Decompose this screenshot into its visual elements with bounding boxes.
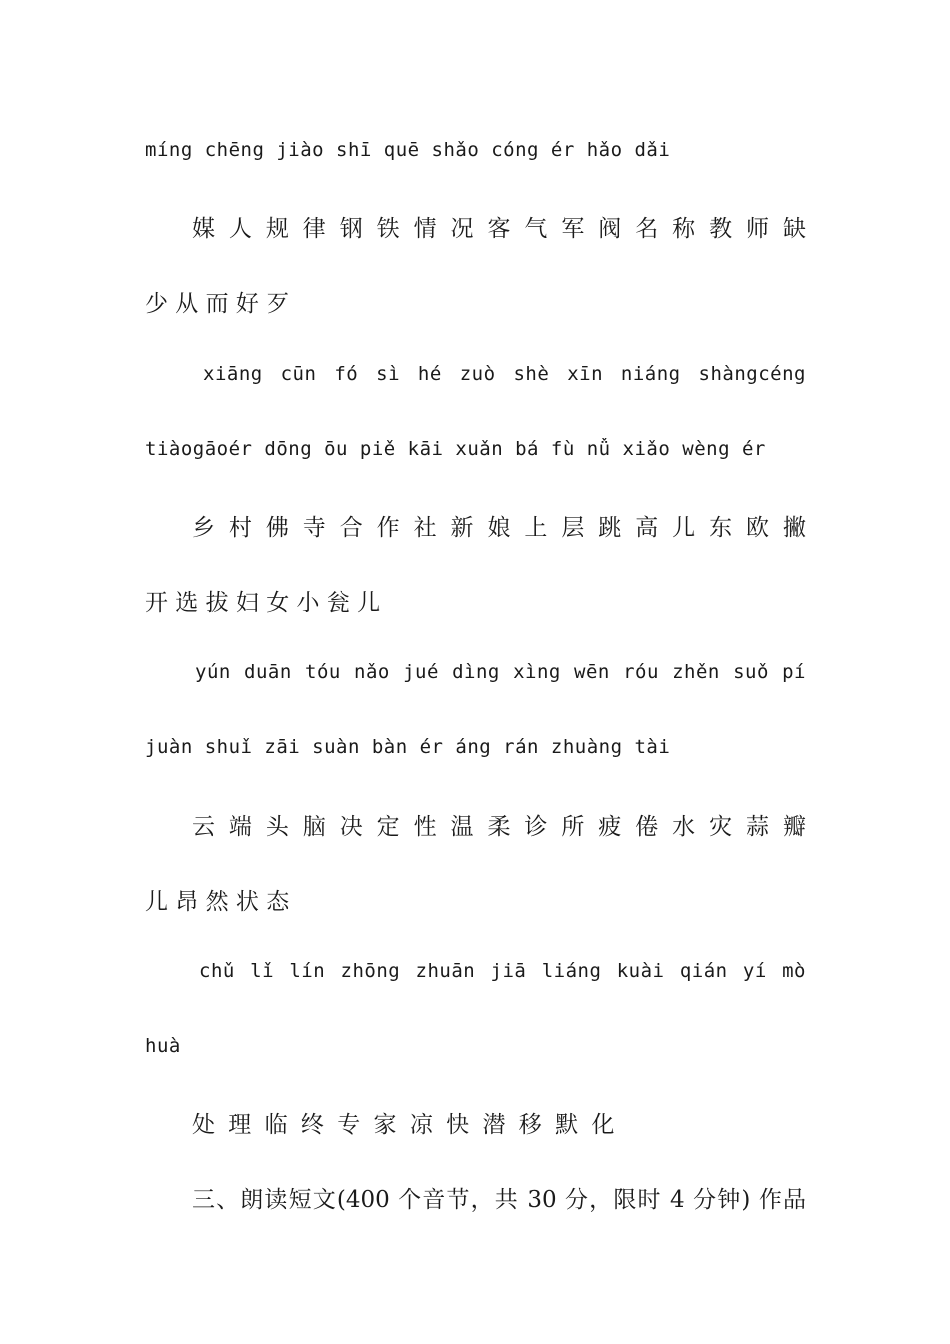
pinyin-line: yún duān tóu nǎo jué dìng xìng wēn róu zhěn suǒ pí bbox=[195, 661, 806, 683]
hanzi-line: 少 从 而 好 歹 bbox=[145, 291, 290, 317]
pinyin-line: xiāng cūn fó sì hé zuò shè xīn niáng shàngcéng bbox=[203, 363, 806, 385]
pinyin-line: chǔ lǐ lín zhōng zhuān jiā liáng kuài qián yí mò bbox=[199, 960, 806, 982]
hanzi-line: 开 选 拔 妇 女 小 瓮 儿 bbox=[145, 590, 381, 616]
hanzi-line: 处 理 临 终 专 家 凉 快 潜 移 默 化 bbox=[192, 1112, 615, 1138]
section-heading: 三、朗读短文(400 个音节，共 30 分，限时 4 分钟) 作品 bbox=[192, 1187, 806, 1213]
pinyin-line: juàn shuǐ zāi suàn bàn ér áng rán zhuàng tài bbox=[145, 736, 671, 758]
pinyin-line: huà bbox=[145, 1035, 181, 1057]
hanzi-line: 乡 村 佛 寺 合 作 社 新 娘 上 层 跳 高 儿 东 欧 撇 bbox=[192, 515, 806, 541]
hanzi-line: 儿 昂 然 状 态 bbox=[145, 889, 290, 915]
hanzi-line: 云 端 头 脑 决 定 性 温 柔 诊 所 疲 倦 水 灾 蒜 瓣 bbox=[192, 814, 806, 840]
pinyin-line: míng chēng jiào shī quē shǎo cóng ér hǎo dǎi bbox=[145, 139, 671, 161]
pinyin-line: tiàogāoér dōng ōu piě kāi xuǎn bá fù nǚ xiǎo wèng ér bbox=[145, 438, 766, 460]
hanzi-line: 媒 人 规 律 钢 铁 情 况 客 气 军 阀 名 称 教 师 缺 bbox=[192, 216, 806, 242]
